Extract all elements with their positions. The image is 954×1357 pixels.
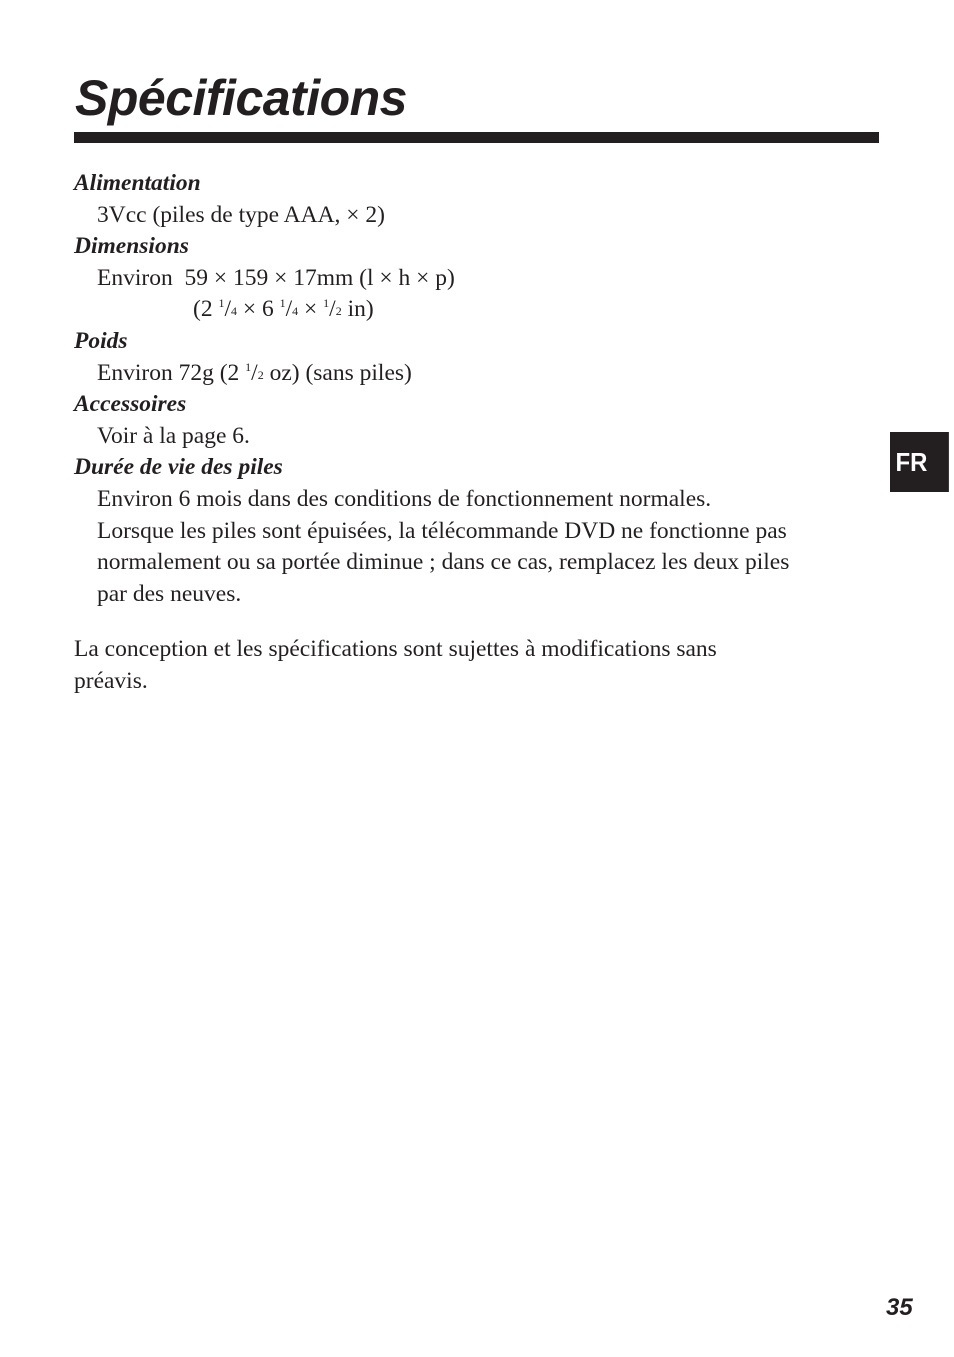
spec-heading-dimensions: Dimensions [74,233,189,260]
spec-value-accessoires: Voir à la page 6. [97,422,250,449]
dim-in-mid1: × 6 [236,296,280,323]
dim-in-a-denominator: 4 [230,304,237,319]
spec-heading-duree: Durée de vie des piles [74,454,283,481]
dim-in-close: in) [341,296,374,323]
poids-denominator: 2 [257,367,264,382]
page-title: Spécifications [75,70,407,126]
poids-before: Environ 72g (2 [97,359,246,386]
spec-value-dimensions-mm [97,263,884,295]
dimensions-mm-text: Environ 59 × 159 × 17mm (l × h × p) [97,264,455,291]
dim-in-a-numerator: 1 [218,296,225,311]
spec-value-poids: Environ 72g (2 $^1/_2$ oz) (sans piles) [97,359,412,386]
spec-value-duree-line1: Environ 6 mois dans des conditions de fonctionnement normales. [97,485,712,512]
spec-value-duree-line2: Lorsque les piles sont épuisées, la télécommande DVD ne fonctionne pas [97,517,787,544]
dim-in-open: (2 [193,296,219,323]
spec-heading-accessoires: Accessoires [74,391,187,418]
language-tab: FR [890,432,949,492]
dim-in-c-numerator: 1 [323,296,330,311]
spec-heading-alimentation: Alimentation [74,170,201,196]
spec-value-alimentation: 3Vcc (piles de type AAA, × 2) [97,201,386,228]
spec-value-dimensions-in: (2 $^1/_4 \times 6$ $^1/_4 \times ^1/_2$ in) [193,296,374,323]
poids-after: oz) (sans piles) [263,359,412,386]
spec-heading-poids: Poids [74,327,128,354]
title-rule [74,132,879,143]
notice-line2: préavis. [74,668,148,694]
notice-line1: La conception et les spécifications sont sujettes à modifications sans [74,636,717,662]
dim-in-b-numerator: 1 [279,296,286,311]
specifications-list [74,168,884,610]
dim-in-mid2: × [298,296,324,323]
spec-value-duree-line3: normalement ou sa portée diminue ; dans ce cas, remplacez les deux piles [97,549,790,576]
dim-in-c-denominator: 2 [335,304,342,319]
spec-value-duree-line4: par des neuves. [97,580,242,607]
poids-numerator: 1 [245,359,252,374]
dim-in-b-denominator: 4 [292,304,299,319]
modification-notice [74,633,834,697]
page-number: 35 [886,1294,913,1321]
